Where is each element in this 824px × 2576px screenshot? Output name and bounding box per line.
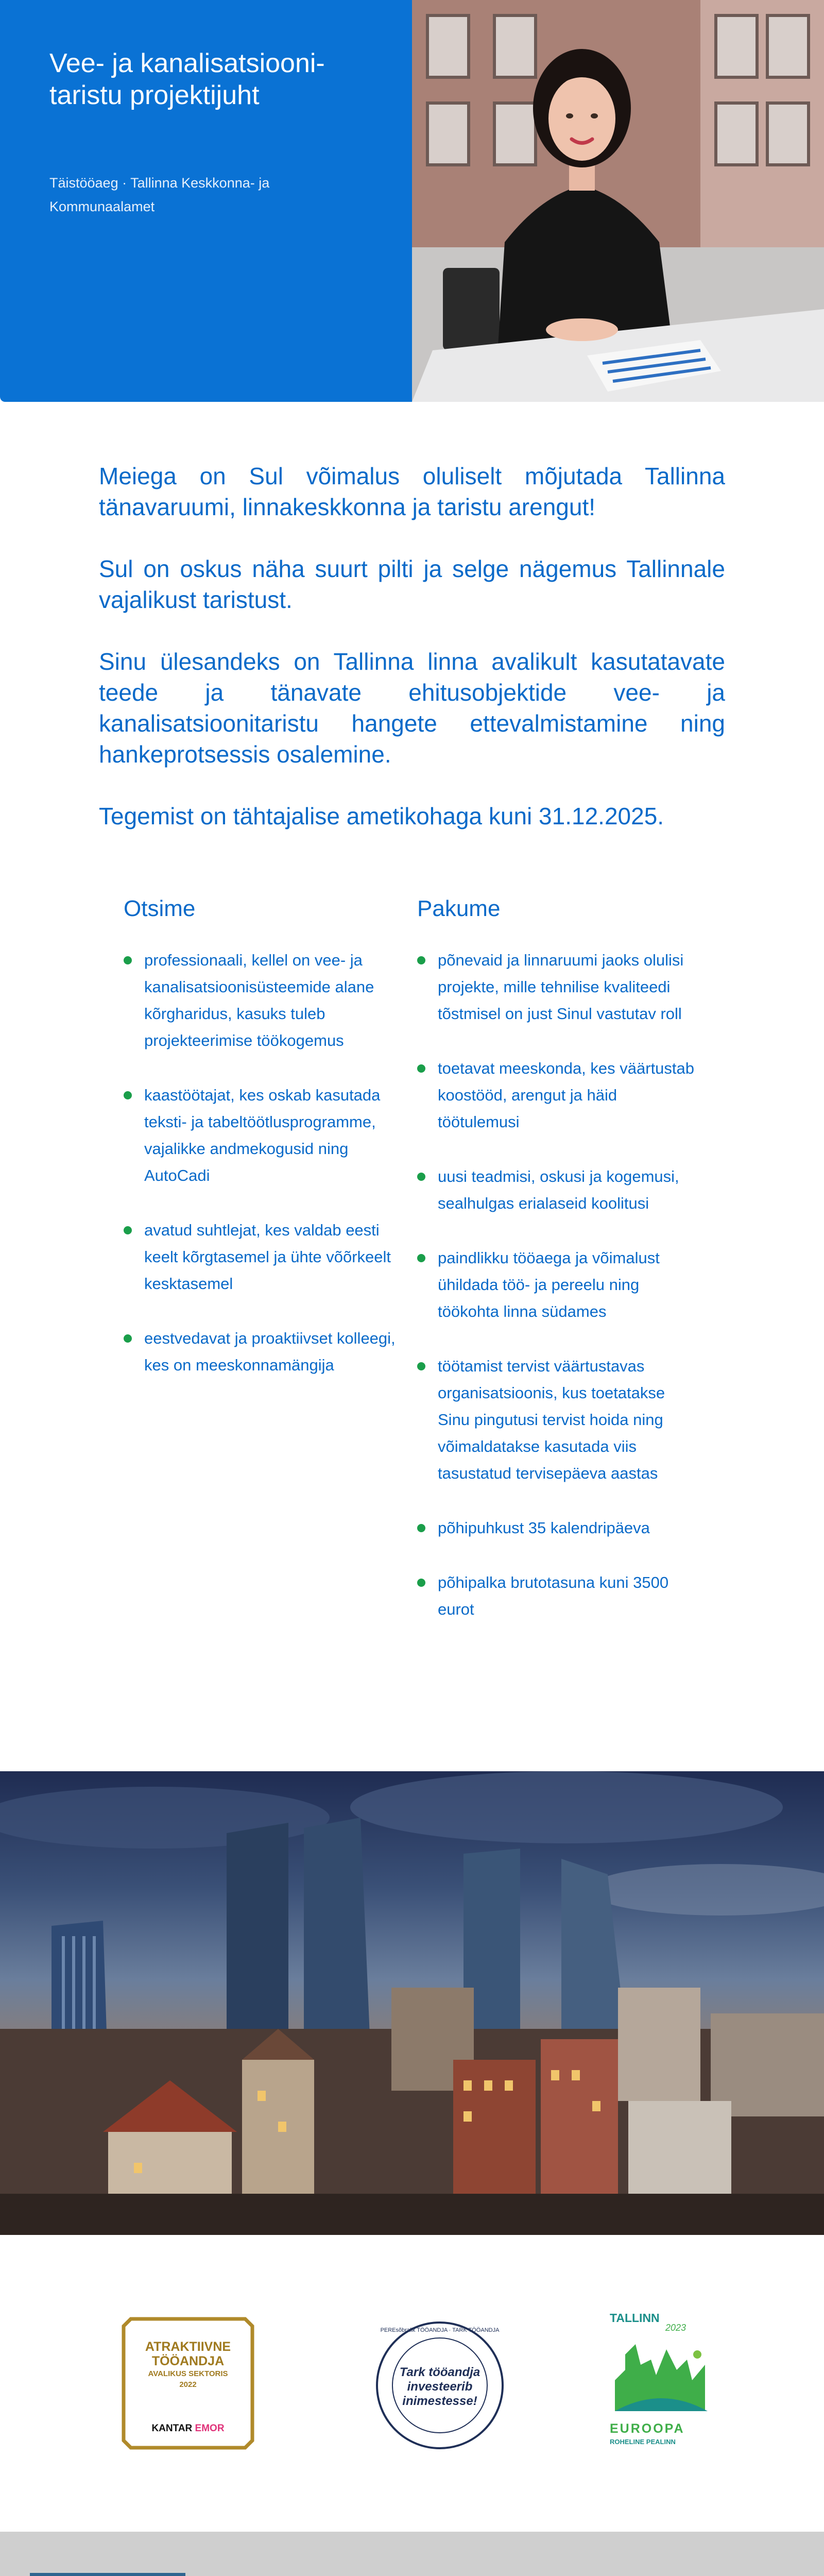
- benefits-heading: Pakume: [417, 896, 501, 921]
- list-item: professionaali, kellel on vee- ja kanalisatsioonisüsteemide alane kõrgharidus, kasuks tuleb projekteerimise töökogemus: [124, 947, 402, 1054]
- list-item: põhipalka brutotasuna kuni 3500 eurot: [417, 1569, 695, 1623]
- green-capital-badge: [610, 2311, 713, 2461]
- hero-photo: [412, 0, 824, 402]
- badge3-top: TALLINN: [610, 2311, 660, 2325]
- list-item: kaastöötajat, kes oskab kasutada teksti- ja tabeltöötlusprogramme, vajalikke andmekogusid ning AutoCadi: [124, 1082, 402, 1189]
- attractive-employer-badge: [119, 2315, 256, 2452]
- intro-text: [99, 461, 725, 862]
- list-item: toetavat meeskonda, kes väärtustab koostööd, arengut ja häid töötulemusi: [417, 1055, 695, 1136]
- badge1-line1: ATRAKTIIVNE: [145, 2340, 231, 2354]
- benefits-list: [417, 947, 706, 1623]
- benefits-column: [417, 894, 706, 1651]
- badge3-line2: ROHELINE PEALINN: [610, 2438, 676, 2446]
- badge2-line2: investeerib: [407, 2380, 473, 2394]
- intro-paragraph: Sinu ülesandeks on Tallinna linna avalikult kasutatavate teede ja tänavate ehitusobjektide vee- ja kanalisatsioonitaristu hangete ettevalmistamine ning hankeprotsessis osalemine.: [99, 648, 725, 768]
- smart-employer-badge: [374, 2320, 505, 2451]
- list-item: uusi teadmisi, oskusi ja kogemusi, sealhulgas erialaseid koolitusi: [417, 1163, 695, 1217]
- badge1-brand2: EMOR: [195, 2423, 225, 2434]
- hero-blue-panel: [0, 0, 412, 402]
- contact-photo: [30, 2573, 185, 2576]
- badge2-ring-text: PEREsõbralik TÖÖANDJA · TARK TÖÖANDJA: [380, 2327, 500, 2333]
- badge1-brand1: KANTAR: [151, 2423, 193, 2434]
- city-skyline-photo: [0, 1771, 824, 2235]
- badge3-line1: EUROOPA: [610, 2421, 685, 2436]
- badge1-line4: 2022: [179, 2380, 197, 2389]
- woman-at-desk-illustration: [412, 0, 824, 402]
- requirements-column: [124, 894, 412, 1406]
- green-city-icon: [610, 2334, 713, 2421]
- badge3-year: 2023: [665, 2323, 686, 2333]
- badge2-line1: Tark tööandja: [399, 2365, 480, 2379]
- list-item: põhipuhkust 35 kalendripäeva: [417, 1515, 695, 1541]
- list-item: töötamist tervist väärtustavas organisatsioonis, kus toetatakse Sinu pingutusi tervist hoida ning võimaldatakse kasutada viis tasustatud tervisepäeva aastas: [417, 1353, 695, 1487]
- intro-paragraph: Tegemist on tähtajalise ametikohaga kuni 31.12.2025.: [99, 803, 664, 829]
- badge1-line2: TÖÖANDJA: [151, 2354, 225, 2368]
- list-item: põnevaid ja linnaruumi jaoks olulisi projekte, mille tehnilise kvaliteedi tõstmisel on just Sinul vastutav roll: [417, 947, 695, 1027]
- list-item: avatud suhtlejat, kes valdab eesti keelt kõrgtasemel ja ühte võõrkeelt kesktasemel: [124, 1217, 402, 1297]
- awards-logos: [0, 2235, 824, 2532]
- job-title: Vee- ja kanalisatsiooni-taristu projektijuht: [49, 48, 325, 110]
- list-item: eestvedavat ja proaktiivset kolleegi, kes on meeskonnamängija: [124, 1325, 402, 1379]
- list-item: paindlikku tööaega ja võimalust ühildada töö- ja pereelu ning töökohta linna südames: [417, 1245, 695, 1325]
- badge1-line3: AVALIKUS SEKTORIS: [148, 2369, 228, 2378]
- contact-text: [221, 2573, 778, 2576]
- hero-banner: [0, 0, 824, 402]
- intro-paragraph: Sul on oskus näha suurt pilti ja selge nägemus Tallinnale vajalikust taristust.: [99, 555, 725, 613]
- man-portrait-illustration: [30, 2573, 185, 2576]
- contact-section: [0, 2532, 824, 2576]
- badge2-line3: inimestesse!: [402, 2394, 477, 2408]
- intro-paragraph: Meiega on Sul võimalus oluliselt mõjutada Tallinna tänavaruumi, linnakeskkonna ja taristu arengut!: [99, 463, 725, 520]
- skyline-illustration: [0, 1771, 824, 2235]
- requirements-list: [124, 947, 412, 1379]
- job-subtitle: Täistööaeg · Tallinna Keskkonna- ja Kommunaalamet: [49, 175, 270, 214]
- requirements-heading: Otsime: [124, 896, 196, 921]
